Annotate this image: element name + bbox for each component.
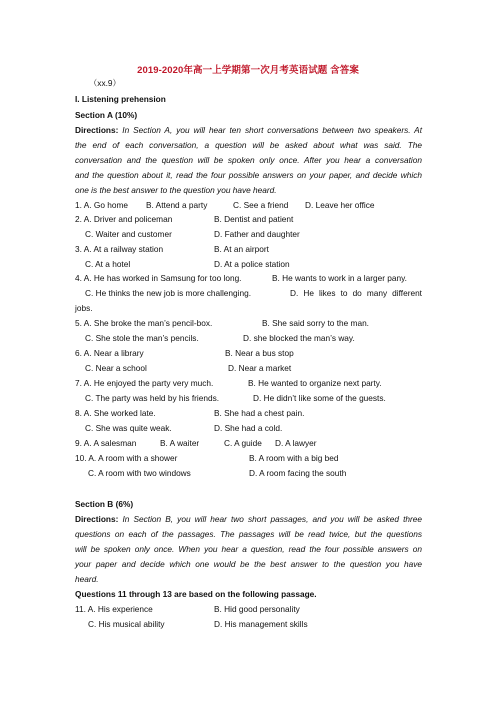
question-4-option-b: B. He wants to work in a larger pany.	[272, 273, 407, 283]
section-a-directions-line: conversation and the question will be spoken only once. After you hear a conversation	[75, 155, 422, 165]
question-4-option-d: D. He likes to do many different	[290, 288, 422, 298]
question-10-option-b: B. A room with a big bed	[249, 453, 339, 463]
question-11-option-b: B. Hid good personality	[214, 604, 300, 614]
question-1-option-d: D. Leave her office	[305, 200, 375, 210]
section-b-directions-line: heard.	[75, 574, 99, 584]
part-heading: I. Listening prehension	[75, 94, 166, 104]
question-9-option-b: B. A waiter	[160, 438, 200, 448]
question-5-option-c: C. She stole the man’s pencils.	[85, 333, 199, 343]
question-3-option-d: D. At a police station	[214, 259, 290, 269]
question-9-option-d: D. A lawyer	[275, 438, 317, 448]
section-b-directions-line: your paper and decide which one would be the best answer to the question you have	[75, 559, 422, 569]
date-note: （xx.9）	[89, 78, 121, 88]
question-7-option-a: 7. A. He enjoyed the party very much.	[75, 378, 214, 388]
section-a-directions-line: one is the best answer to the question you have heard.	[75, 185, 277, 195]
question-8-option-b: B. She had a chest pain.	[214, 408, 305, 418]
question-10-option-d: D. A room facing the south	[249, 468, 347, 478]
question-1-option-b: B. Attend a party	[146, 200, 208, 210]
section-a-directions-line: Directions: In Section A, you will hear ten short conversations between two speakers. At	[75, 125, 422, 135]
question-8-option-c: C. She was quite weak.	[85, 423, 172, 433]
directions-label: Directions:	[75, 125, 119, 135]
question-4-option-d-continued: jobs.	[75, 303, 93, 313]
question-2-option-b: B. Dentist and patient	[214, 214, 294, 224]
question-11-option-c: C. His musical ability	[88, 619, 165, 629]
question-7-option-d: D. He didn’t like some of the guests.	[253, 393, 386, 403]
question-2-option-a: 2. A. Driver and policeman	[75, 214, 173, 224]
section-b-directions-line: questions on each of the passages. The passages will be read twice, but the questions	[75, 529, 422, 539]
section-b-directions-line: will be spoken only once. When you hear a question, read the four possible answers on	[75, 544, 422, 554]
question-4-option-a: 4. A. He has worked in Samsung for too long.	[75, 273, 242, 283]
section-a-directions-line: the end of each conversation, a question will be asked about what was said. The	[75, 140, 422, 150]
question-2-option-d: D. Father and daughter	[214, 229, 300, 239]
question-9-option-a: 9. A. A salesman	[75, 438, 137, 448]
question-10-option-c: C. A room with two windows	[88, 468, 191, 478]
question-2-option-c: C. Waiter and customer	[85, 229, 172, 239]
question-8-option-a: 8. A. She worked late.	[75, 408, 156, 418]
section-a-directions-line: and the question about it, read the four possible answers on your paper, and decide which	[75, 170, 422, 180]
passage-note: Questions 11 through 13 are based on the following passage.	[75, 589, 317, 599]
question-11-option-d: D. His management skills	[214, 619, 308, 629]
question-5-option-b: B. She said sorry to the man.	[262, 318, 369, 328]
question-6-option-a: 6. A. Near a library	[75, 348, 144, 358]
question-10-option-a: 10. A. A room with a shower	[75, 453, 178, 463]
section-b-directions-line: Directions: In Section B, you will hear two short passages, and you will be asked three	[75, 514, 422, 524]
question-4-option-c: C. He thinks the new job is more challenging.	[85, 288, 252, 298]
question-9-option-c: C. A guide	[224, 438, 262, 448]
question-8-option-d: D. She had a cold.	[214, 423, 283, 433]
question-6-option-c: C. Near a school	[85, 363, 147, 373]
question-6-option-d: D. Near a market	[228, 363, 292, 373]
question-5-option-a: 5. A. She broke the man’s pencil-box.	[75, 318, 213, 328]
question-3-option-b: B. At an airport	[214, 244, 269, 254]
page-title: 2019-2020年高一上学期第一次月考英语试题 含答案	[137, 65, 359, 76]
question-1-option-c: C. See a friend	[233, 200, 289, 210]
directions-label: Directions:	[75, 514, 119, 524]
question-11-option-a: 11. A. His experience	[75, 604, 153, 614]
question-7-option-c: C. The party was held by his friends.	[85, 393, 220, 403]
question-5-option-d: D. she blocked the man’s way.	[243, 333, 355, 343]
question-6-option-b: B. Near a bus stop	[225, 348, 294, 358]
section-b-heading: Section B (6%)	[75, 499, 134, 509]
question-1-option-a: 1. A. Go home	[75, 200, 129, 210]
section-a-heading: Section A (10%)	[75, 110, 138, 120]
question-7-option-b: B. He wanted to organize next party.	[248, 378, 382, 388]
question-3-option-c: C. At a hotel	[85, 259, 131, 269]
question-3-option-a: 3. A. At a railway station	[75, 244, 164, 254]
